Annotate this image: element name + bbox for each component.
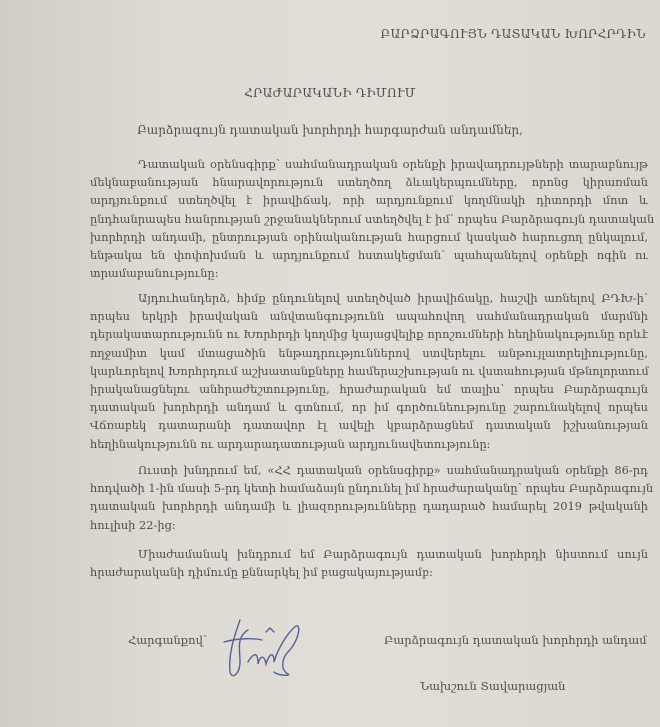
text-line: դերակատարությունն ու Խորհրդի կողմից կայացվելիք որոշումների հեղինակությունը որևէ [90,327,648,342]
signatory-name: Նախշուն Տավարացյան [420,679,566,693]
text-line: հոդվածի 1-ին մասի 5-րդ կետի համաձայն ընդունել իմ հրաժարականը՝ որպես Բարձրագույն [90,481,654,496]
text-line: Դատական օրենսգիրք՝ սահմանադրական օրենքի իրավադրույթների տարաբնույթ [138,157,648,171]
paragraph-3 [90,461,654,534]
text-line: դատական խորհրդի անդամի և լիազորությունները դադարած համարել 2019 թվականի [90,499,648,514]
text-line: որպես երկրի իրավական անվտանգությունն ապահովող սահմանադրական մարմնի [90,309,648,324]
text-line: Այդուհանդերձ, հիմք ընդունելով ստեղծված իրավիճակը, հաշվի առնելով ԲԴԽ-ի՝ [138,291,648,305]
text-line: տրամաբանությունը: [90,266,219,281]
text-line: մեկնաբանության հնարավորություն ստեղծող ձևակերպումները, որոնց կիրառման [90,175,648,190]
text-line: Վճռաբեկ դատարանի դատավոր էլ ավելի կբարձրացնեմ դատական իշխանության [90,418,648,433]
addressee: ԲԱՐՁՐԱԳՈՒՅՆ ԴԱՏԱԿԱՆ ԽՈՐՀՐԴԻՆ [380,27,646,41]
closing: Հարգանքով՝ [128,633,208,647]
handwritten-signature [218,612,308,686]
greeting: Բարձրագույն դատական խորհրդի հարգարժան անդամներ, [137,123,523,137]
document-title: ՀՐԱԺԱՐԱԿԱՆԻ ԴԻՄՈՒՄ [244,86,416,100]
text-line: հեղինակությունն ու արդարադատության արդյունավետությունը: [90,436,491,451]
text-line: հուլիսի 22-ից: [90,517,176,532]
text-line: դատական խորհրդի անդամ և գտնում, որ իմ գործունեությունը շարունակելով որպես [90,400,648,415]
text-line: Միաժամանակ խնդրում եմ Բարձրագույն դատական խորհրդի նիստում սույն [138,547,648,561]
text-line: ընդհանրապես հանրության շրջանակներում ստեղծվել է իմ՝ որպես Բարձրագույն դատական [90,211,655,226]
paragraph-1 [90,155,655,282]
signatory-role: Բարձրագույն դատական խորհրդի անդամ [384,633,647,647]
paragraph-4 [90,545,648,581]
text-line: ողջամիտ կամ մտացածին ենթադրություններով ստվերելու անթույլատրելիությունը, [90,345,648,360]
paragraph-2 [90,289,648,453]
text-line: Ուստի խնդրում եմ, «ՀՀ դատական օրենսգիրք» սահմանադրական օրենքի 86-րդ [138,463,648,477]
text-line: հրաժարականի դիմումը քննարկել իմ բացակայությամբ: [90,565,433,580]
text-line: ենթակա են փոփոխման և արդյունքում հստակեցման՝ պահպանելով օրենքի ոգին ու [90,247,648,262]
text-line: կարևորելով Խորհրդում աշխատանքները համերաշխության ու վստահության մթնոլորտում [90,363,649,378]
text-line: խորհրդի անդամի, ընտրության օրինականության հարցում կասկած հարուցող ընկալում, [90,229,648,244]
text-line: արդյունքում ստեղծվել է իրավիճակ, որի արդյունքում կողմնակի դիտորդի մոտ և [90,193,648,208]
text-line: իրականացնելու անհրաժեշտությունը, հրաժարական եմ տալիս՝ որպես Բարձրագույն [90,381,648,396]
